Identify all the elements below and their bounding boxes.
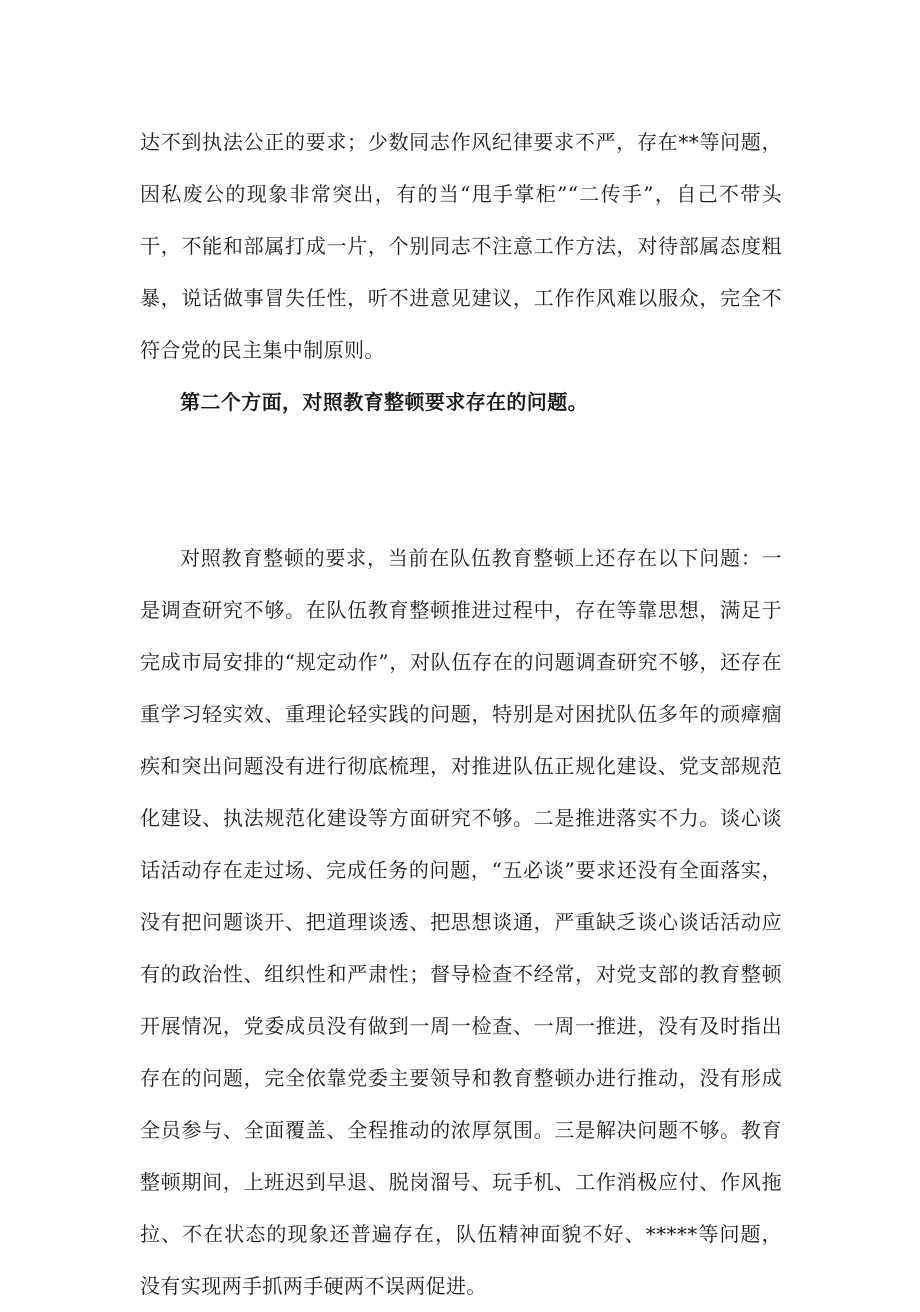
section-heading: 第二个方面，对照教育整顿要求存在的问题。 bbox=[180, 390, 588, 414]
body-paragraph-2: 对照教育整顿的要求，当前在队伍教育整顿上还存在以下问题：一是调查研究不够。在队伍教育整顿推进过程中，存在等靠思想，满足于完成市局安排的“规定动作”，对队伍存在的问题调查研究不够，还存在重学习轻实效、重理论轻实践的问题，特别是对困扰队伍多年的顽瘴痼疾和突出问题没有进行彻底梳理，对推进队伍正规化建设、党支部规范化建设、执法规范化建设等方面研究不够。二是推进落实不力。谈心谈话活动存在走过场、完成任务的问题，“五必谈”要求还没有全面落实，没有把问题谈开、把道理谈透、把思想谈通，严重缺乏谈心谈话活动应有的政治性、组织性和严肃性；督导检查不经常，对党支部的教育整顿开展情况，党委成员没有做到一周一检查、一周一推进，没有及时指出存在的问题，完全依靠党委主要领导和教育整顿办进行推动，没有形成全员参与、全面覆盖、全程推动的浓厚氛围。三是解决问题不够。教育整顿期间，上班迟到早退、脱岗溜号、玩手机、工作消极应付、作风拖拉、不在状态的现象还普遍存在，队伍精神面貌不好、*****等问题，没有实现两手抓两手硬两不误两促进。 bbox=[140, 546, 782, 1298]
body-paragraph-1: 达不到执法公正的要求；少数同志作风纪律要求不严，存在**等问题，因私废公的现象非常突出，有的当“甩手掌柜”“二传手”，自己不带头干，不能和部属打成一片，个别同志不注意工作方法，对待部属态度粗暴，说话做事冒失任性，听不进意见建议，工作作风难以服众，完全不符合党的民主集中制原则。 bbox=[140, 130, 782, 362]
